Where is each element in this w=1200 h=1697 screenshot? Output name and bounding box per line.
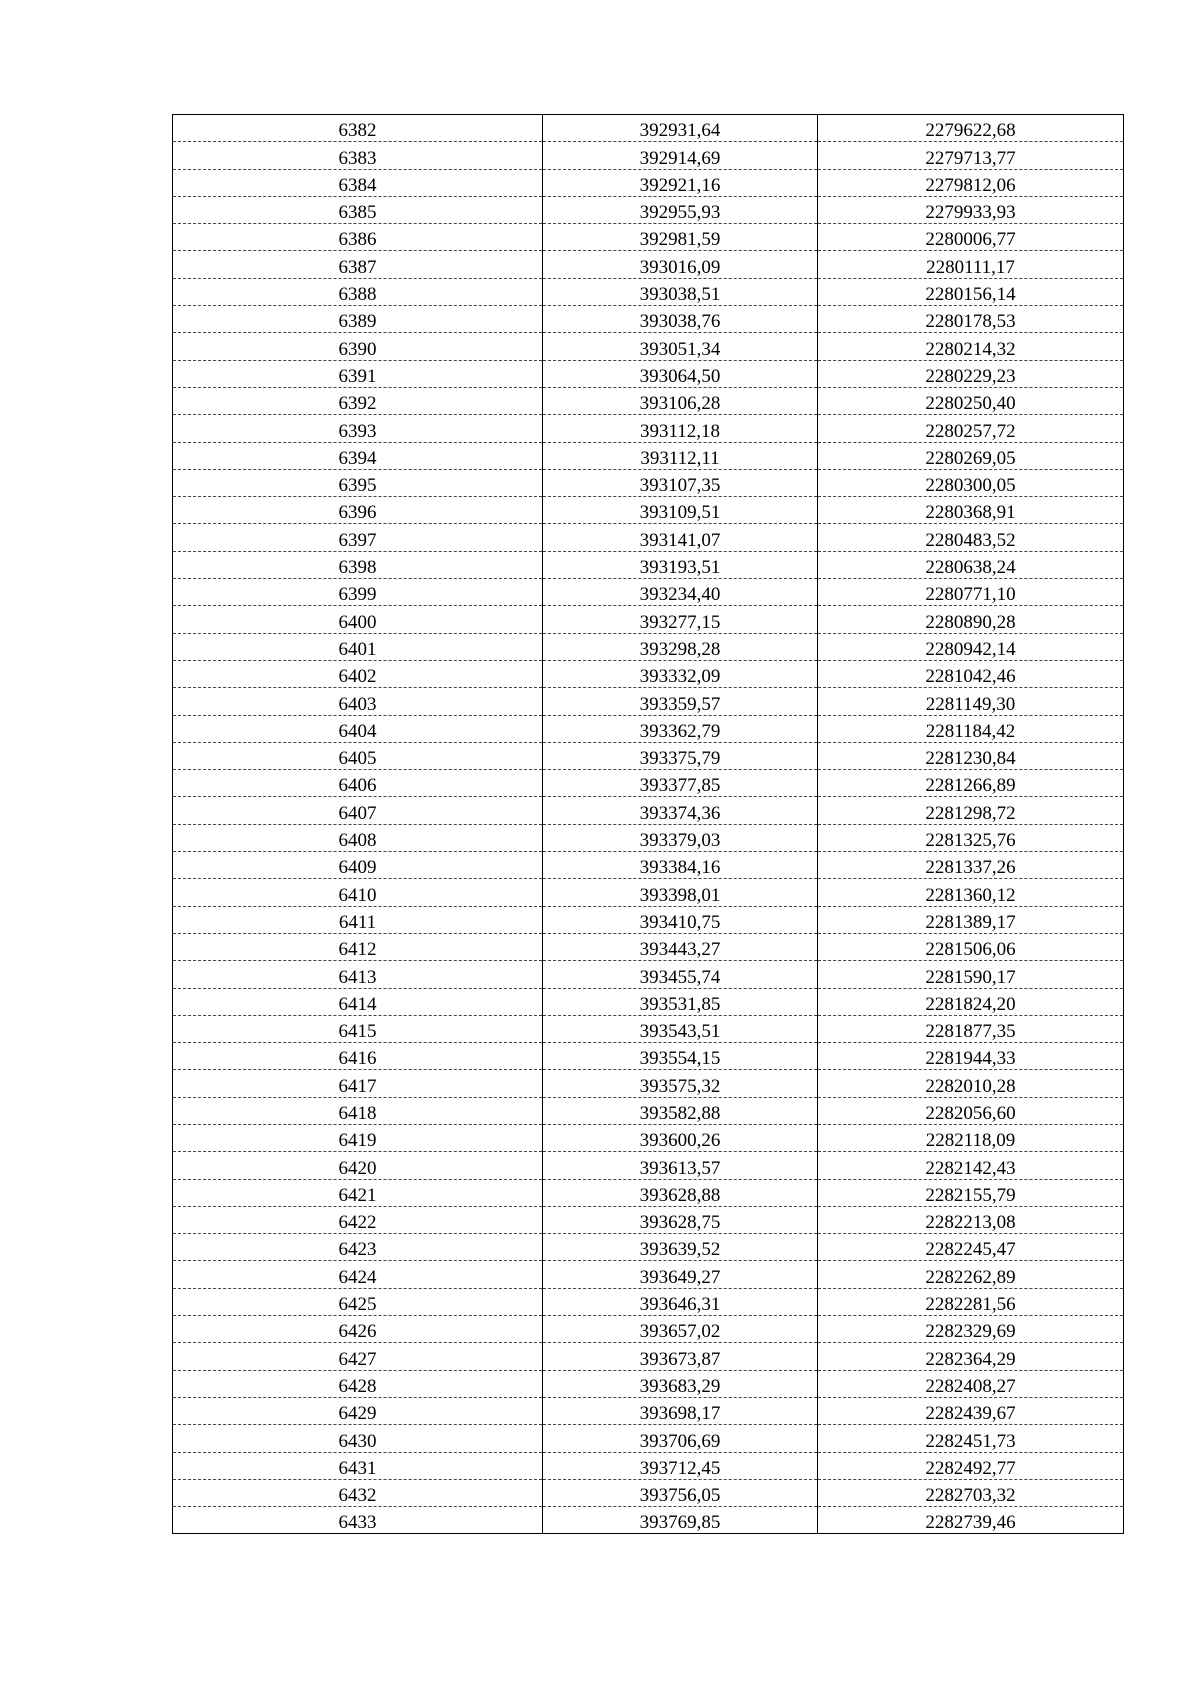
- x-coordinate-cell: 393106,28: [543, 387, 818, 414]
- x-coordinate-cell: 393712,45: [543, 1452, 818, 1479]
- x-coordinate-cell: 392955,93: [543, 196, 818, 223]
- point-number-cell: 6401: [173, 633, 543, 660]
- y-coordinate-cell: 2282010,28: [818, 1070, 1124, 1097]
- x-coordinate-cell: 393628,88: [543, 1179, 818, 1206]
- point-number-cell: 6414: [173, 988, 543, 1015]
- table-row: [173, 1425, 1124, 1452]
- x-coordinate-cell: 393575,32: [543, 1070, 818, 1097]
- y-coordinate-cell: 2281325,76: [818, 824, 1124, 851]
- y-coordinate-cell: 2282329,69: [818, 1316, 1124, 1343]
- table-row: [173, 469, 1124, 496]
- table-row: [173, 961, 1124, 988]
- y-coordinate-cell: 2282492,77: [818, 1452, 1124, 1479]
- x-coordinate-cell: 393756,05: [543, 1479, 818, 1506]
- point-number-cell: 6418: [173, 1097, 543, 1124]
- point-number-cell: 6422: [173, 1206, 543, 1233]
- x-coordinate-cell: 393600,26: [543, 1124, 818, 1151]
- table-row: [173, 169, 1124, 196]
- x-coordinate-cell: 393531,85: [543, 988, 818, 1015]
- point-number-cell: 6433: [173, 1507, 543, 1534]
- x-coordinate-cell: 393613,57: [543, 1152, 818, 1179]
- x-coordinate-cell: 393112,11: [543, 442, 818, 469]
- table-row: [173, 852, 1124, 879]
- x-coordinate-cell: 393107,35: [543, 469, 818, 496]
- x-coordinate-cell: 393141,07: [543, 524, 818, 551]
- table-row: [173, 1507, 1124, 1534]
- table-row: [173, 906, 1124, 933]
- y-coordinate-cell: 2282245,47: [818, 1234, 1124, 1261]
- x-coordinate-cell: 393673,87: [543, 1343, 818, 1370]
- y-coordinate-cell: 2280890,28: [818, 606, 1124, 633]
- point-number-cell: 6428: [173, 1370, 543, 1397]
- point-number-cell: 6423: [173, 1234, 543, 1261]
- x-coordinate-cell: 392914,69: [543, 142, 818, 169]
- point-number-cell: 6387: [173, 251, 543, 278]
- y-coordinate-cell: 2280269,05: [818, 442, 1124, 469]
- x-coordinate-cell: 393639,52: [543, 1234, 818, 1261]
- table-row: [173, 196, 1124, 223]
- point-number-cell: 6408: [173, 824, 543, 851]
- table-row: [173, 797, 1124, 824]
- y-coordinate-cell: 2280942,14: [818, 633, 1124, 660]
- point-number-cell: 6426: [173, 1316, 543, 1343]
- x-coordinate-cell: 393298,28: [543, 633, 818, 660]
- x-coordinate-cell: 393038,51: [543, 278, 818, 305]
- table-row: [173, 497, 1124, 524]
- y-coordinate-cell: 2280638,24: [818, 551, 1124, 578]
- y-coordinate-cell: 2281590,17: [818, 961, 1124, 988]
- point-number-cell: 6405: [173, 742, 543, 769]
- table-row: [173, 278, 1124, 305]
- table-row: [173, 1397, 1124, 1424]
- y-coordinate-cell: 2281266,89: [818, 770, 1124, 797]
- y-coordinate-cell: 2281184,42: [818, 715, 1124, 742]
- table-row: [173, 1452, 1124, 1479]
- point-number-cell: 6431: [173, 1452, 543, 1479]
- x-coordinate-cell: 393277,15: [543, 606, 818, 633]
- x-coordinate-cell: 393051,34: [543, 333, 818, 360]
- y-coordinate-cell: 2280156,14: [818, 278, 1124, 305]
- point-number-cell: 6383: [173, 142, 543, 169]
- y-coordinate-cell: 2280178,53: [818, 306, 1124, 333]
- table-row: [173, 115, 1124, 142]
- table-row: [173, 524, 1124, 551]
- y-coordinate-cell: 2282213,08: [818, 1206, 1124, 1233]
- table-row: [173, 224, 1124, 251]
- table-row: [173, 1288, 1124, 1315]
- y-coordinate-cell: 2281298,72: [818, 797, 1124, 824]
- point-number-cell: 6419: [173, 1124, 543, 1151]
- point-number-cell: 6406: [173, 770, 543, 797]
- point-number-cell: 6409: [173, 852, 543, 879]
- table-row: [173, 415, 1124, 442]
- y-coordinate-cell: 2279812,06: [818, 169, 1124, 196]
- point-number-cell: 6425: [173, 1288, 543, 1315]
- x-coordinate-cell: 393410,75: [543, 906, 818, 933]
- table-row: [173, 1124, 1124, 1151]
- y-coordinate-cell: 2282739,46: [818, 1507, 1124, 1534]
- point-number-cell: 6432: [173, 1479, 543, 1506]
- table-row: [173, 1179, 1124, 1206]
- point-number-cell: 6402: [173, 660, 543, 687]
- point-number-cell: 6413: [173, 961, 543, 988]
- x-coordinate-cell: 393377,85: [543, 770, 818, 797]
- x-coordinate-cell: 393657,02: [543, 1316, 818, 1343]
- table-row: [173, 1152, 1124, 1179]
- table-row: [173, 988, 1124, 1015]
- point-number-cell: 6382: [173, 115, 543, 142]
- x-coordinate-cell: 393064,50: [543, 360, 818, 387]
- point-number-cell: 6389: [173, 306, 543, 333]
- table-row: [173, 606, 1124, 633]
- y-coordinate-cell: 2282155,79: [818, 1179, 1124, 1206]
- table-row: [173, 1206, 1124, 1233]
- y-coordinate-cell: 2282281,56: [818, 1288, 1124, 1315]
- point-number-cell: 6395: [173, 469, 543, 496]
- table-row: [173, 579, 1124, 606]
- point-number-cell: 6403: [173, 688, 543, 715]
- y-coordinate-cell: 2280111,17: [818, 251, 1124, 278]
- point-number-cell: 6391: [173, 360, 543, 387]
- table-row: [173, 1479, 1124, 1506]
- x-coordinate-cell: 393362,79: [543, 715, 818, 742]
- x-coordinate-cell: 393646,31: [543, 1288, 818, 1315]
- point-number-cell: 6411: [173, 906, 543, 933]
- y-coordinate-cell: 2281506,06: [818, 933, 1124, 960]
- table-row: [173, 770, 1124, 797]
- table-row: [173, 251, 1124, 278]
- y-coordinate-cell: 2281360,12: [818, 879, 1124, 906]
- point-number-cell: 6386: [173, 224, 543, 251]
- table-row: [173, 1043, 1124, 1070]
- table-row: [173, 742, 1124, 769]
- x-coordinate-cell: 393374,36: [543, 797, 818, 824]
- table-row: [173, 715, 1124, 742]
- x-coordinate-cell: 393698,17: [543, 1397, 818, 1424]
- x-coordinate-cell: 393398,01: [543, 879, 818, 906]
- x-coordinate-cell: 393234,40: [543, 579, 818, 606]
- x-coordinate-cell: 393554,15: [543, 1043, 818, 1070]
- table-row: [173, 1015, 1124, 1042]
- table-body: [173, 115, 1124, 1534]
- point-number-cell: 6407: [173, 797, 543, 824]
- x-coordinate-cell: 393112,18: [543, 415, 818, 442]
- table-row: [173, 387, 1124, 414]
- x-coordinate-cell: 393359,57: [543, 688, 818, 715]
- y-coordinate-cell: 2281230,84: [818, 742, 1124, 769]
- y-coordinate-cell: 2280368,91: [818, 497, 1124, 524]
- y-coordinate-cell: 2280483,52: [818, 524, 1124, 551]
- y-coordinate-cell: 2281877,35: [818, 1015, 1124, 1042]
- table-row: [173, 142, 1124, 169]
- table-row: [173, 879, 1124, 906]
- y-coordinate-cell: 2280006,77: [818, 224, 1124, 251]
- point-number-cell: 6398: [173, 551, 543, 578]
- y-coordinate-cell: 2280214,32: [818, 333, 1124, 360]
- y-coordinate-cell: 2282703,32: [818, 1479, 1124, 1506]
- point-number-cell: 6412: [173, 933, 543, 960]
- table-row: [173, 1234, 1124, 1261]
- y-coordinate-cell: 2282142,43: [818, 1152, 1124, 1179]
- table-row: [173, 1370, 1124, 1397]
- x-coordinate-cell: 393683,29: [543, 1370, 818, 1397]
- x-coordinate-cell: 393016,09: [543, 251, 818, 278]
- x-coordinate-cell: 393543,51: [543, 1015, 818, 1042]
- x-coordinate-cell: 393109,51: [543, 497, 818, 524]
- table-row: [173, 1097, 1124, 1124]
- point-number-cell: 6427: [173, 1343, 543, 1370]
- y-coordinate-cell: 2281389,17: [818, 906, 1124, 933]
- x-coordinate-cell: 393443,27: [543, 933, 818, 960]
- table-row: [173, 933, 1124, 960]
- point-number-cell: 6415: [173, 1015, 543, 1042]
- table-row: [173, 1261, 1124, 1288]
- point-number-cell: 6394: [173, 442, 543, 469]
- y-coordinate-cell: 2282439,67: [818, 1397, 1124, 1424]
- y-coordinate-cell: 2280300,05: [818, 469, 1124, 496]
- point-number-cell: 6399: [173, 579, 543, 606]
- x-coordinate-cell: 392921,16: [543, 169, 818, 196]
- y-coordinate-cell: 2279933,93: [818, 196, 1124, 223]
- x-coordinate-cell: 392931,64: [543, 115, 818, 142]
- point-number-cell: 6390: [173, 333, 543, 360]
- y-coordinate-cell: 2280771,10: [818, 579, 1124, 606]
- point-number-cell: 6393: [173, 415, 543, 442]
- y-coordinate-cell: 2281337,26: [818, 852, 1124, 879]
- x-coordinate-cell: 393649,27: [543, 1261, 818, 1288]
- point-number-cell: 6420: [173, 1152, 543, 1179]
- y-coordinate-cell: 2279713,77: [818, 142, 1124, 169]
- point-number-cell: 6416: [173, 1043, 543, 1070]
- y-coordinate-cell: 2281944,33: [818, 1043, 1124, 1070]
- point-number-cell: 6430: [173, 1425, 543, 1452]
- y-coordinate-cell: 2281149,30: [818, 688, 1124, 715]
- point-number-cell: 6404: [173, 715, 543, 742]
- table-row: [173, 442, 1124, 469]
- table-row: [173, 660, 1124, 687]
- point-number-cell: 6397: [173, 524, 543, 551]
- point-number-cell: 6421: [173, 1179, 543, 1206]
- table-row: [173, 824, 1124, 851]
- x-coordinate-cell: 392981,59: [543, 224, 818, 251]
- coordinate-table: [172, 114, 1124, 1534]
- table-row: [173, 633, 1124, 660]
- y-coordinate-cell: 2280250,40: [818, 387, 1124, 414]
- point-number-cell: 6410: [173, 879, 543, 906]
- y-coordinate-cell: 2281042,46: [818, 660, 1124, 687]
- table-row: [173, 551, 1124, 578]
- point-number-cell: 6385: [173, 196, 543, 223]
- point-number-cell: 6396: [173, 497, 543, 524]
- x-coordinate-cell: 393706,69: [543, 1425, 818, 1452]
- x-coordinate-cell: 393379,03: [543, 824, 818, 851]
- point-number-cell: 6417: [173, 1070, 543, 1097]
- table-row: [173, 333, 1124, 360]
- x-coordinate-cell: 393375,79: [543, 742, 818, 769]
- point-number-cell: 6424: [173, 1261, 543, 1288]
- y-coordinate-cell: 2282408,27: [818, 1370, 1124, 1397]
- point-number-cell: 6384: [173, 169, 543, 196]
- point-number-cell: 6429: [173, 1397, 543, 1424]
- y-coordinate-cell: 2282262,89: [818, 1261, 1124, 1288]
- x-coordinate-cell: 393769,85: [543, 1507, 818, 1534]
- point-number-cell: 6400: [173, 606, 543, 633]
- point-number-cell: 6388: [173, 278, 543, 305]
- x-coordinate-cell: 393582,88: [543, 1097, 818, 1124]
- y-coordinate-cell: 2282056,60: [818, 1097, 1124, 1124]
- x-coordinate-cell: 393332,09: [543, 660, 818, 687]
- table-row: [173, 306, 1124, 333]
- x-coordinate-cell: 393193,51: [543, 551, 818, 578]
- y-coordinate-cell: 2282451,73: [818, 1425, 1124, 1452]
- x-coordinate-cell: 393455,74: [543, 961, 818, 988]
- table-row: [173, 1070, 1124, 1097]
- y-coordinate-cell: 2279622,68: [818, 115, 1124, 142]
- x-coordinate-cell: 393628,75: [543, 1206, 818, 1233]
- y-coordinate-cell: 2282364,29: [818, 1343, 1124, 1370]
- y-coordinate-cell: 2281824,20: [818, 988, 1124, 1015]
- y-coordinate-cell: 2280229,23: [818, 360, 1124, 387]
- table-row: [173, 1316, 1124, 1343]
- x-coordinate-cell: 393384,16: [543, 852, 818, 879]
- table-row: [173, 360, 1124, 387]
- table-row: [173, 1343, 1124, 1370]
- y-coordinate-cell: 2280257,72: [818, 415, 1124, 442]
- x-coordinate-cell: 393038,76: [543, 306, 818, 333]
- point-number-cell: 6392: [173, 387, 543, 414]
- y-coordinate-cell: 2282118,09: [818, 1124, 1124, 1151]
- table-row: [173, 688, 1124, 715]
